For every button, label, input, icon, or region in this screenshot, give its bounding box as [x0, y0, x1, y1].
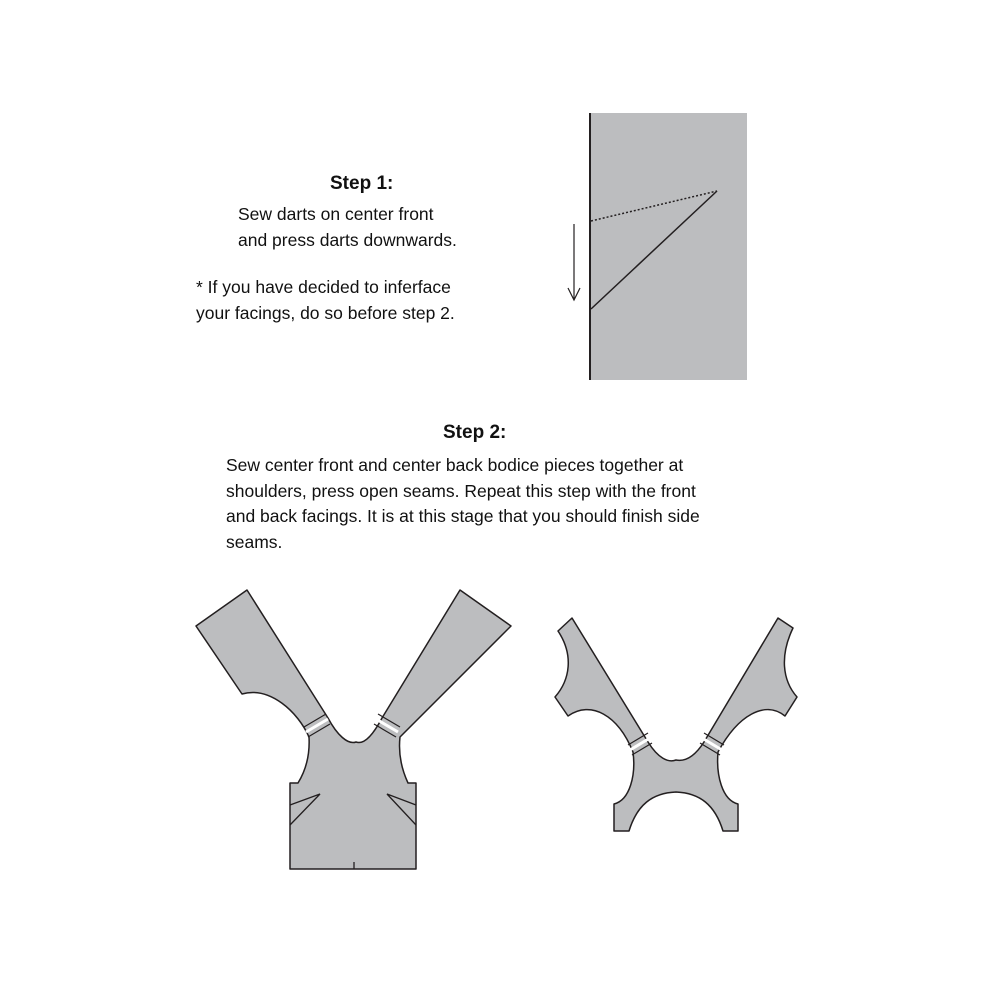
bodice-piece	[196, 590, 511, 869]
step1-instructions: Sew darts on center front and press darts downwards.	[238, 204, 457, 250]
step1-interfacing-note: * If you have decided to inferface your facings, do so before step 2.	[196, 277, 455, 323]
facing-piece	[555, 618, 797, 831]
step2-heading: Step 2:	[443, 422, 507, 443]
facing-diagram	[545, 610, 805, 840]
bodice-diagram	[185, 580, 525, 880]
step2-instructions: Sew center front and center back bodice pieces together at shoulders, press open seams. Repeat this step with the front and back facings. It is at this stage that you should finish side seams.	[226, 455, 700, 552]
dart-diagram	[560, 105, 760, 395]
fabric-panel	[590, 113, 747, 380]
step1-heading: Step 1:	[330, 173, 394, 194]
